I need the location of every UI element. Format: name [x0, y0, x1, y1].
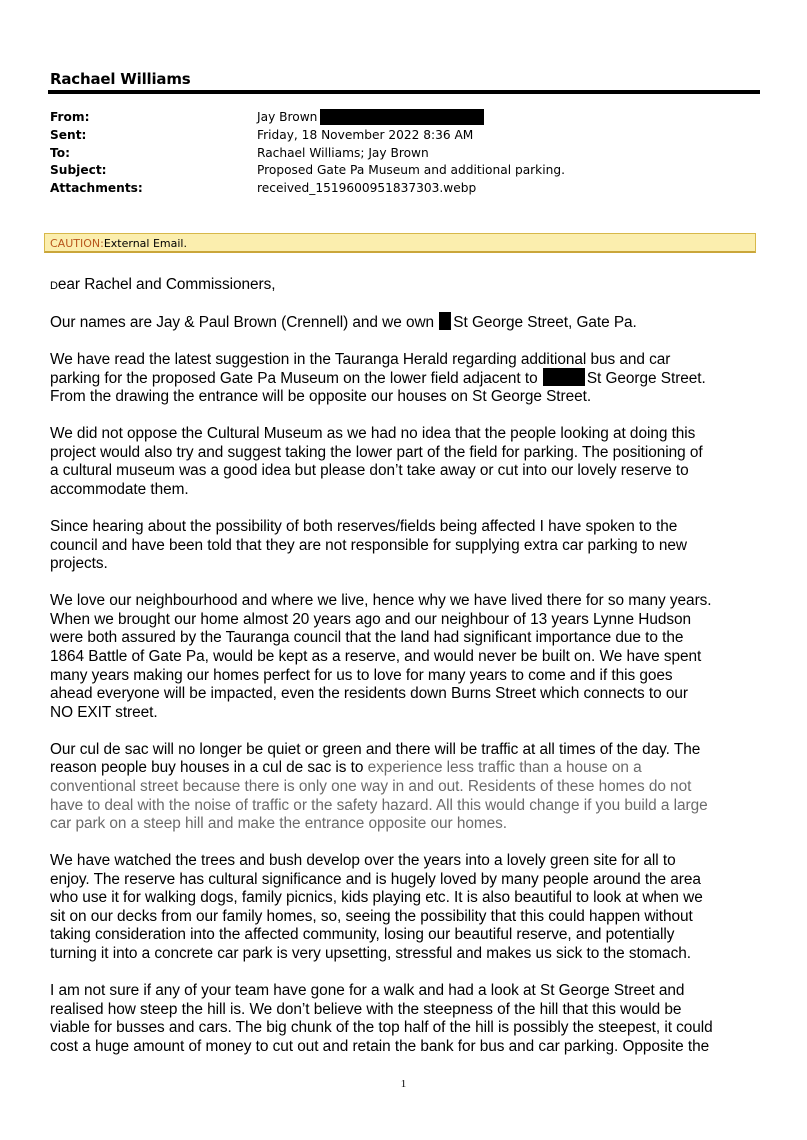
sent-label: Sent: [50, 127, 87, 142]
from-row [50, 109, 565, 127]
body-line: Our cul de sac will no longer be quiet or green and there will be traffic at all times of the day. The [50, 740, 701, 758]
paragraph-cul-de-sac [50, 741, 762, 834]
to-row [50, 145, 565, 163]
paragraph-reserve [50, 852, 762, 964]
document-title: Rachael Williams [50, 70, 191, 88]
quoted-line: car park on a steep hill and make the entrance opposite our homes. [50, 815, 507, 833]
redacted-email [320, 109, 484, 125]
sent-row [50, 127, 565, 145]
body-line: cost a huge amount of money to cut out and retain the bank for bus and car parking. Opposite the [50, 1037, 710, 1055]
redacted-house-number [439, 312, 451, 330]
quoted-line: have to deal with the noise of traffic or the safety hazard. All this would change if you build a large [50, 796, 708, 814]
to-value: Rachael Williams; Jay Brown [257, 145, 429, 160]
paragraph-museum [50, 425, 762, 499]
quoted-line: conventional street because there is only one way in and out. Residents of these homes do not [50, 777, 692, 795]
greeting-initial: D [50, 280, 58, 292]
body-line: a cultural museum was a good idea but please don’t take away or cut into our lovely reserve to [50, 462, 689, 480]
body-line: I am not sure if any of your team have gone for a walk and had a look at St George Street and [50, 982, 685, 1000]
title-rule [48, 90, 760, 94]
body-line: who use it for walking dogs, family picnics, kids playing etc. It is also beautiful to look at when we [50, 889, 703, 907]
subject-row [50, 162, 565, 180]
email-body [50, 276, 762, 1075]
body-line: We have read the latest suggestion in the Tauranga Herald regarding additional bus and car [50, 351, 671, 369]
body-line [50, 314, 762, 333]
body-line: ahead everyone will be impacted, even the residents down Burns Street which connects to our [50, 685, 688, 703]
subject-value: Proposed Gate Pa Museum and additional parking. [257, 163, 565, 178]
subject-label: Subject: [50, 163, 107, 178]
sent-value: Friday, 18 November 2022 8:36 AM [257, 127, 474, 142]
attachment-filename[interactable]: received_1519600951837303.webp [257, 181, 477, 196]
body-line: turning it into a concrete car park is very upsetting, stressful and makes us sick to the stomach. [50, 945, 691, 963]
from-label: From: [50, 110, 90, 124]
body-line: Since hearing about the possibility of both reserves/fields being affected I have spoken to the [50, 518, 678, 536]
paragraph-neighbourhood [50, 592, 762, 722]
body-line: were both assured by the Tauranga council that the land had significant importance due to the [50, 629, 684, 647]
body-line: 1864 Battle of Gate Pa, would be kept as a reserve, and would never be built on. We have spent [50, 647, 702, 665]
redacted-house-number [543, 368, 585, 386]
body-line: project would also try and suggest taking the lower part of the field for parking. The positioning of [50, 443, 703, 461]
body-text-segment: parking for the proposed Gate Pa Museum on the lower field adjacent to [50, 369, 538, 387]
attachments-label: Attachments: [50, 181, 143, 196]
body-line: From the drawing the entrance will be opposite our houses on St George Street. [50, 388, 592, 406]
body-line: When we brought our home almost 20 years ago and our neighbour of 13 years Lynne Hudson [50, 610, 692, 628]
body-line: We did not oppose the Cultural Museum as we had no idea that the people looking at doing this [50, 425, 696, 443]
greeting-text: ear Rachel and Commissioners, [57, 276, 276, 293]
body-line: taking consideration into the affected community, losing our beautiful reserve, and potentially [50, 926, 675, 944]
to-label: To: [50, 145, 70, 160]
body-line: NO EXIT street. [50, 703, 158, 721]
caution-text: External Email. [103, 237, 187, 250]
body-line [50, 276, 762, 296]
body-line: accommodate them. [50, 481, 189, 499]
paragraph-names [50, 314, 762, 333]
greeting-paragraph [50, 276, 762, 296]
page-number: 1 [400, 1078, 407, 1090]
from-name: Jay Brown [257, 110, 318, 124]
external-email-caution-banner [44, 233, 756, 253]
body-text-segment: reason people buy houses in a cul de sac is to [50, 759, 364, 777]
body-line: viable for busses and cars. The big chunk of the top half of the hill is possibly the steepest, it could [50, 1019, 713, 1037]
body-line: enjoy. The reserve has cultural significance and is hugely loved by many people around the area [50, 870, 701, 888]
body-text-segment: Our names are Jay & Paul Brown (Crennell) and we own [50, 314, 435, 332]
body-line: We have watched the trees and bush develop over the years into a lovely green site for all to [50, 852, 676, 870]
body-line [50, 370, 762, 389]
caution-label: CAUTION: [50, 237, 104, 250]
body-line: council and have been told that they are not responsible for supplying extra car parking to new [50, 536, 687, 554]
paragraph-hill [50, 982, 762, 1056]
quoted-text-segment: experience less traffic than a house on a [367, 759, 642, 777]
body-text-segment: St George Street, Gate Pa. [453, 314, 637, 332]
email-header [50, 109, 565, 198]
body-line: many years making our homes perfect for us to love for many years to come and if this goes [50, 666, 673, 684]
paragraph-council [50, 518, 762, 574]
body-line: projects. [50, 555, 108, 573]
body-line: realised how steep the hill is. We don’t believe with the steepness of the hill that this would be [50, 1000, 682, 1018]
body-line: sit on our decks from our family homes, so, seeing the possibility that this could happen without [50, 907, 693, 925]
body-line [50, 759, 762, 778]
body-line: We love our neighbourhood and where we live, hence why we have lived there for so many years. [50, 592, 712, 610]
paragraph-herald [50, 351, 762, 407]
body-text-segment: St George Street. [586, 369, 706, 387]
from-value [257, 109, 484, 127]
attachments-row [50, 180, 565, 198]
